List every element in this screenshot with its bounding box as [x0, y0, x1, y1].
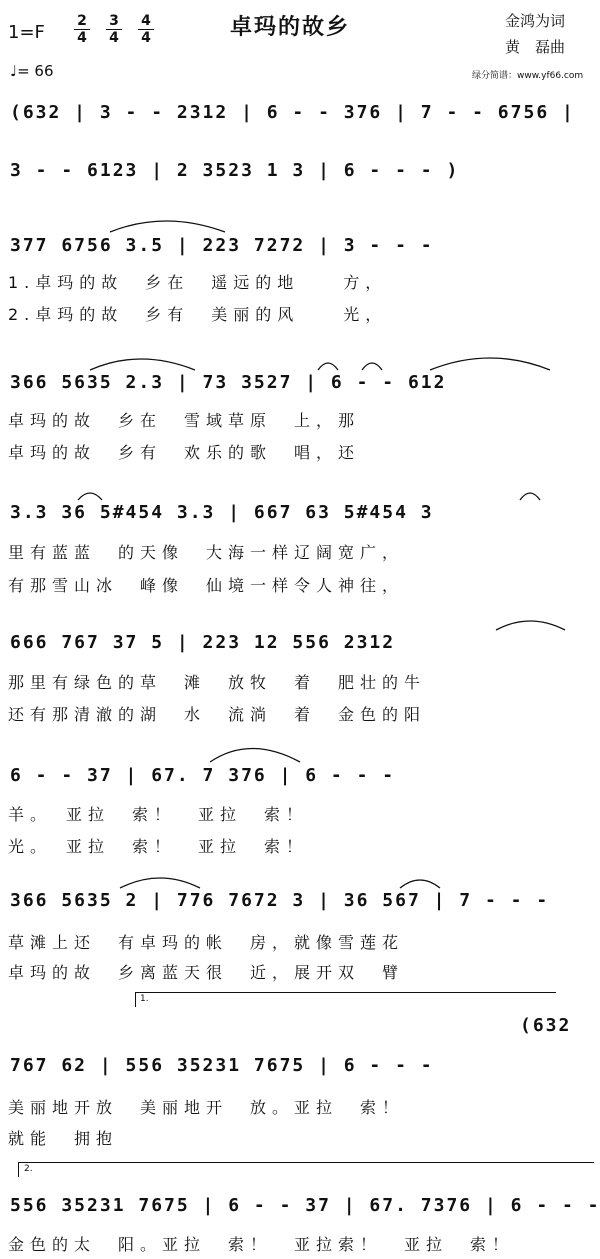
time-signature-4-4: 4 4	[138, 14, 154, 45]
notation-row-8: 366 5635 2 | 776 7672 3 | 36 567 | 7 - - -	[10, 890, 550, 911]
volta-1-label: 1.	[140, 994, 149, 1004]
lyric-row-10: 金色的太 阳。亚拉 索！ 亚拉索！ 亚拉 索！	[8, 1235, 515, 1254]
time-signature-2-4: 2 4	[74, 14, 90, 45]
composer: 黄 磊曲	[505, 38, 566, 56]
lyric-row-5-verse-2: 有那雪山冰 峰像 仙境一样令人神往，	[8, 576, 405, 595]
notation-row-4: 366 5635 2.3 | 73 3527 | 6 - - 612	[10, 372, 447, 393]
lyric-row-9-verse-2: 就能 拥抱	[8, 1129, 119, 1148]
lyric-row-3-verse-1: 1.卓玛的故 乡在 遥远的地 方，	[8, 273, 388, 292]
lyric-row-7-verse-1: 羊。 亚拉 索！ 亚拉 索！	[8, 805, 309, 824]
lyric-row-8-verse-1: 草滩上还 有卓玛的帐 房，就像雪莲花	[8, 933, 405, 952]
lyric-row-9-verse-1: 美丽地开放 美丽地开 放。亚拉 索！	[8, 1098, 405, 1117]
lyric-row-6-verse-2: 还有那清澈的湖 水 流淌 着 金色的阳	[8, 705, 427, 724]
lyric-row-4-verse-1: 卓玛的故 乡在 雪域草原 上，那	[8, 411, 361, 430]
notation-row-5: 3.3 36 5#454 3.3 | 667 63 5#454 3	[10, 502, 434, 523]
notation-row-3: 377 6756 3.5 | 223 7272 | 3 - - -	[10, 235, 434, 256]
notation-row-2: 3 - - 6123 | 2 3523 1 3 | 6 - - - )	[10, 160, 460, 181]
tempo-marking: ♩= 66	[10, 62, 54, 80]
lyric-row-4-verse-2: 卓玛的故 乡有 欢乐的歌 唱，还	[8, 443, 361, 462]
repeat-tail-notes: (632	[520, 1015, 572, 1036]
lyric-row-7-verse-2: 光。 亚拉 索！ 亚拉 索！	[8, 837, 309, 856]
lyric-row-6-verse-1: 那里有绿色的草 滩 放牧 着 肥壮的牛	[8, 673, 427, 692]
key-signature: 1=F	[8, 22, 45, 43]
notation-row-6: 666 767 37 5 | 223 12 556 2312	[10, 632, 396, 653]
notation-row-9: 767 62 | 556 35231 7675 | 6 - - -	[10, 1055, 434, 1076]
volta-2-label: 2.	[24, 1164, 33, 1174]
time-signature-3-4: 3 4	[106, 14, 122, 45]
lyric-row-8-verse-2: 卓玛的故 乡离蓝天很 近，展开双 臂	[8, 963, 405, 982]
source-credit: 绿分简谱：www.yf66.com	[472, 71, 584, 81]
notation-row-1: (632 | 3 - - 2312 | 6 - - 376 | 7 - - 6756 |	[10, 102, 575, 123]
song-title: 卓玛的故乡	[230, 15, 351, 40]
notation-row-7: 6 - - 37 | 67. 7 376 | 6 - - -	[10, 765, 396, 786]
notation-row-10: 556 35231 7675 | 6 - - 37 | 67. 7376 | 6 - - -	[10, 1195, 600, 1216]
lyric-row-5-verse-1: 里有蓝蓝 的天像 大海一样辽阔宽广，	[8, 543, 405, 562]
lyric-row-3-verse-2: 2.卓玛的故 乡有 美丽的风 光，	[8, 305, 388, 324]
lyricist: 金鸿为词	[505, 12, 566, 30]
